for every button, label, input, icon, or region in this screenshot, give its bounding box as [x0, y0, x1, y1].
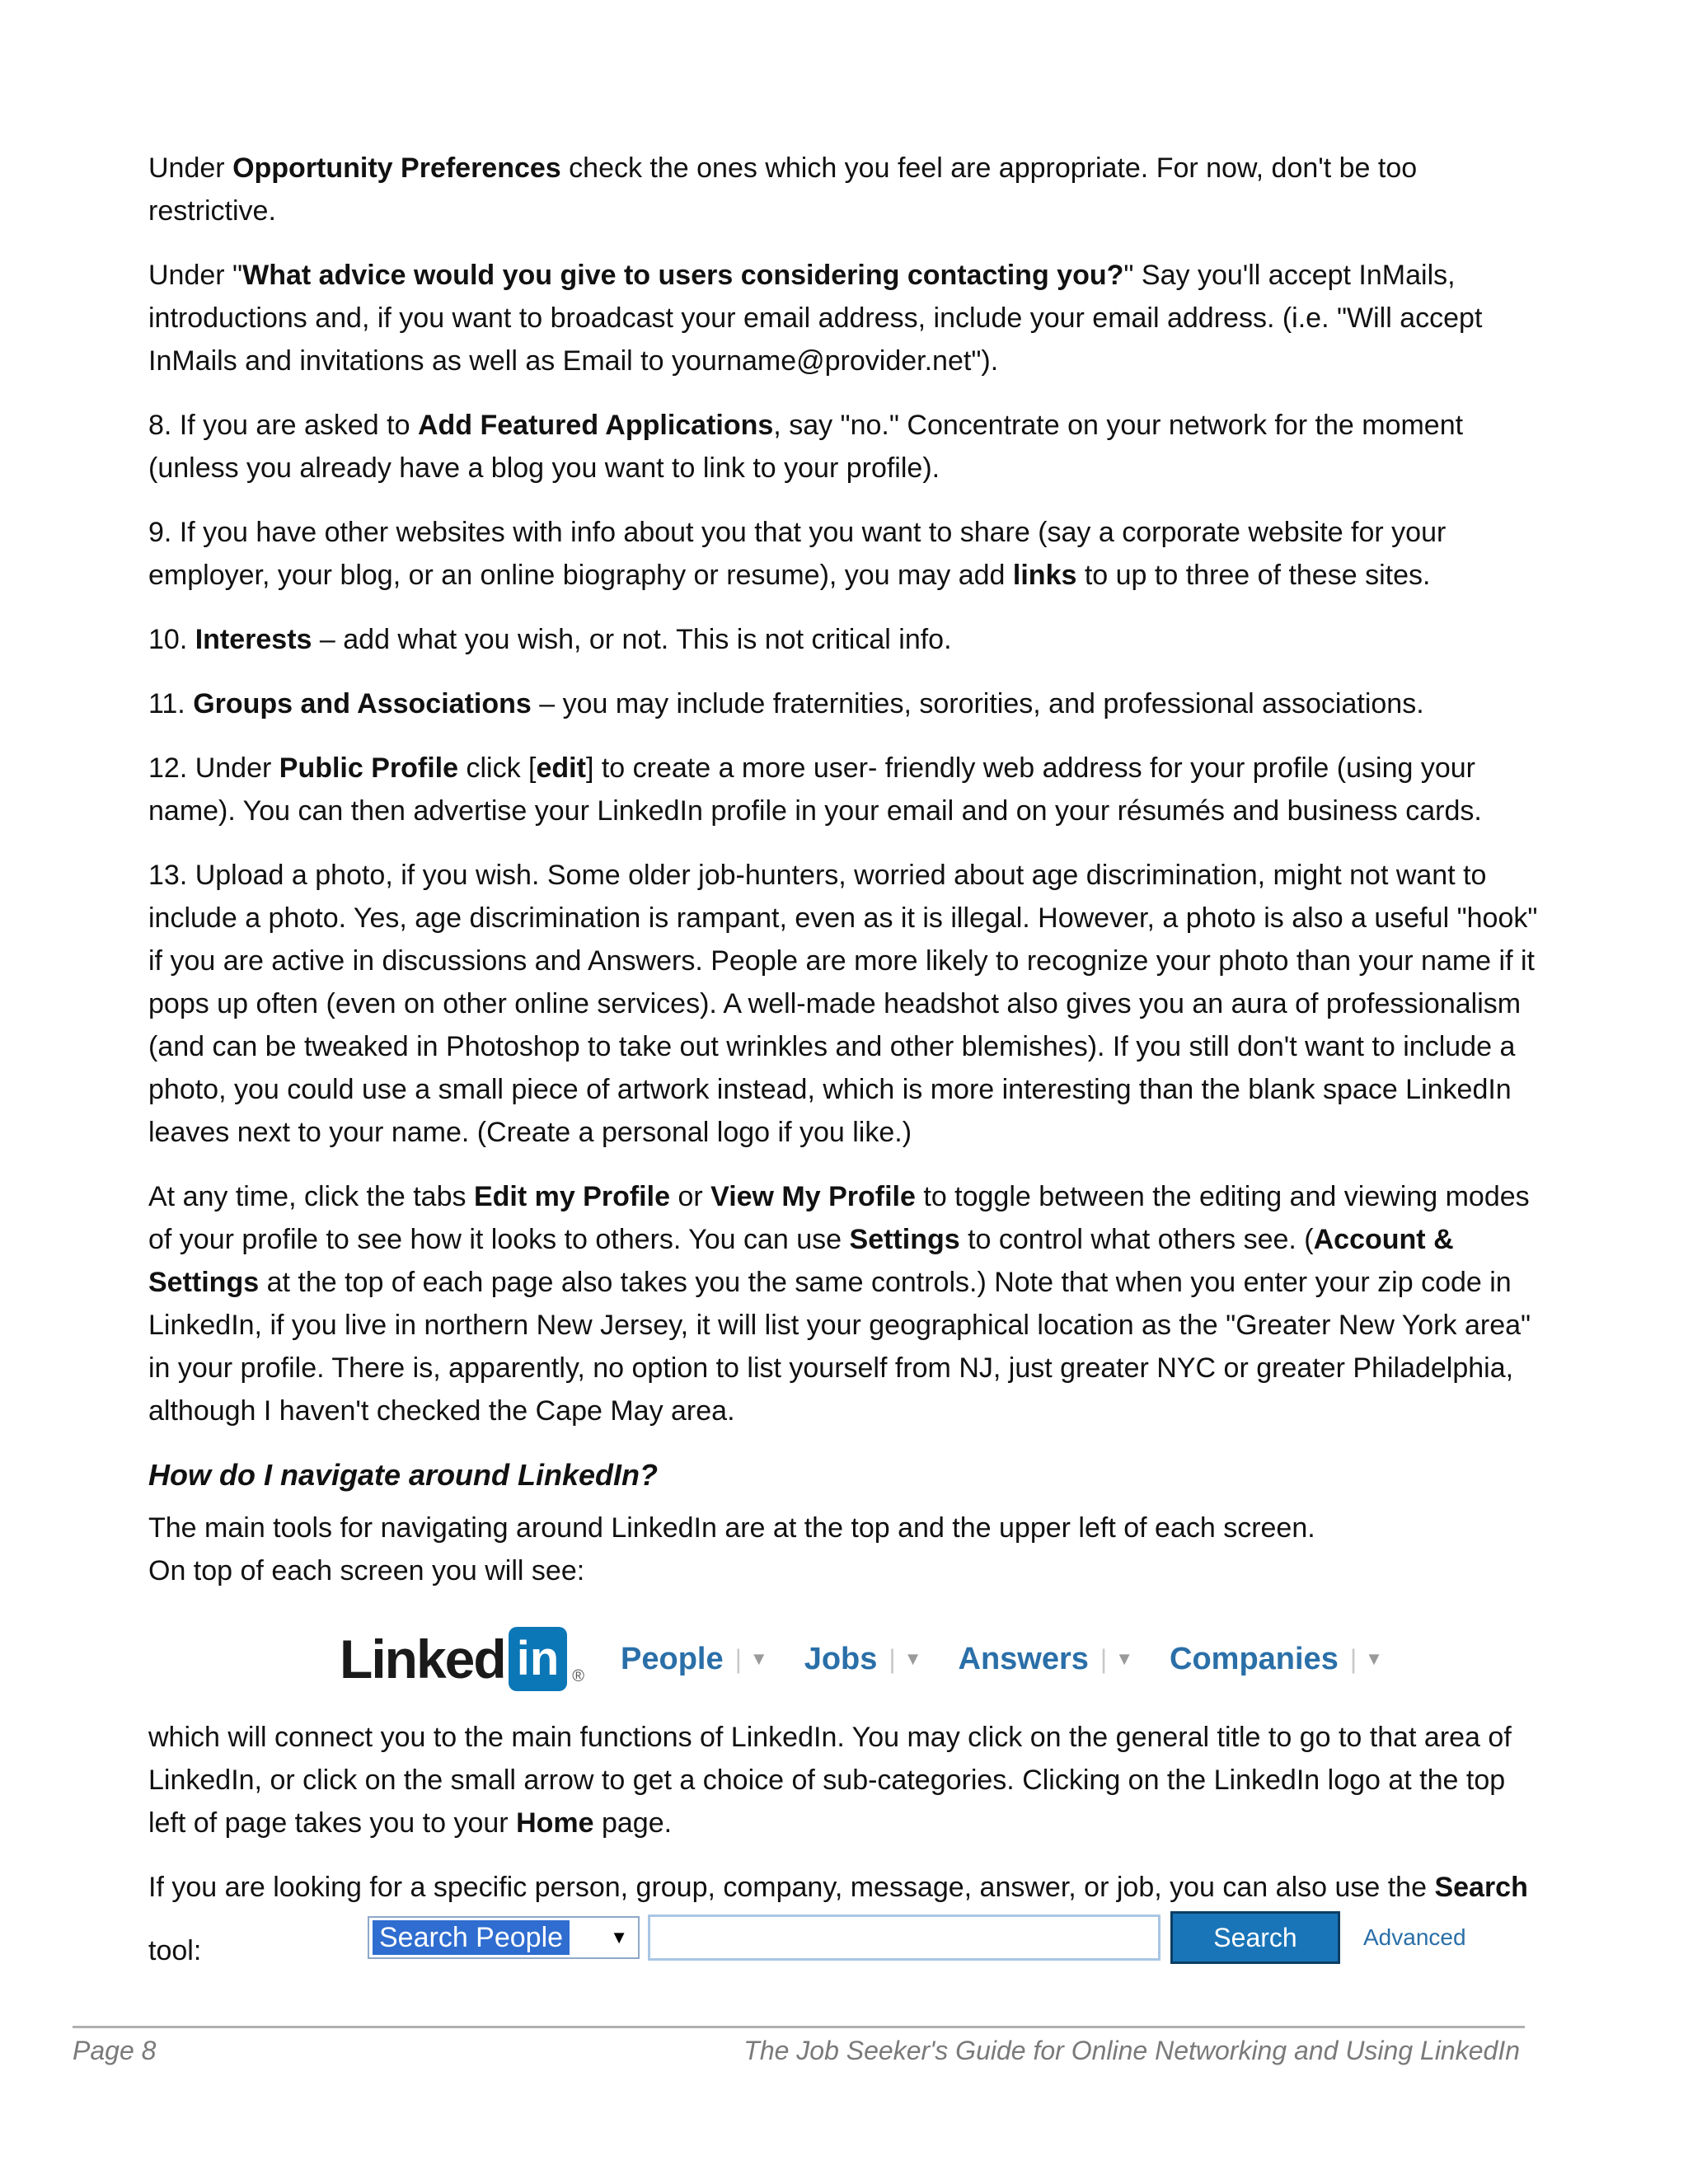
nav-separator: | — [889, 1643, 896, 1674]
paragraph-interests: 10. Interests – add what you wish, or not. This is not critical info. — [148, 624, 952, 655]
search-type-value: Search People — [373, 1920, 570, 1955]
nav-answers[interactable] — [959, 1642, 1134, 1677]
paragraph-main-functions: which will connect you to the main functions of LinkedIn. You may click on the general title to go to that area of LinkedIn, or click on the small arrow to get a choice of sub-categories. Clicking on the LinkedIn logo at the top left of page takes you to your Home page. — [148, 1722, 1512, 1839]
nav-separator: | — [734, 1643, 742, 1674]
chevron-down-icon[interactable]: ▼ — [749, 1648, 768, 1669]
nav-answers-label[interactable]: Answers — [958, 1641, 1089, 1676]
paragraph-advice: Under "What advice would you give to users considering contacting you?" Say you'll accept InMails, introductions and, if you want to broadcast your email address, include your email address. (i.e. "Will accept InMails and invitations as well as Email to yourname@provider.net"). — [148, 260, 1483, 377]
registered-mark: ® — [572, 1667, 584, 1685]
nav-companies-label[interactable]: Companies — [1170, 1641, 1339, 1676]
paragraph-photo: 13. Upload a photo, if you wish. Some older job-hunters, worried about age discrimination, might not want to include a photo. Yes, age discrimination is rampant, even as it is illegal. However, a photo is also a useful "hook" if you are active in discussions and Answers. People are more likely to recognize your photo than your name if it pops up often (even on other online services). A well-made headshot also gives you an aura of professionalism (and can be tweaked in Photoshop to take out wrinkles and other blemishes). If you still don't want to include a photo, you could use a small piece of artwork instead, which is more interesting than the blank space LinkedIn leaves next to your name. (Create a personal logo if you like.) — [148, 860, 1538, 1148]
paragraph-groups: 11. Groups and Associations – you may include fraternities, sororities, and professional associations. — [148, 688, 1424, 719]
footer-page-number: Page 8 — [73, 2036, 157, 2065]
nav-separator: | — [1349, 1643, 1357, 1674]
nav-companies[interactable] — [1170, 1642, 1383, 1677]
nav-separator: | — [1100, 1643, 1108, 1674]
chevron-down-icon[interactable]: ▼ — [1115, 1648, 1133, 1669]
advanced-search-link[interactable]: Advanced — [1363, 1924, 1466, 1950]
footer-document-title: The Job Seeker's Guide for Online Networking and Using LinkedIn — [743, 2036, 1520, 2065]
paragraph-edit-profile: At any time, click the tabs Edit my Profile or View My Profile to toggle between the editing and viewing modes of your profile to see how it looks to others. You can use Settings to control what others see. (Account & Settings at the top of each page also takes you the same controls.) Note that when you enter your zip code in LinkedIn, if you live in northern New Jersey, it will list your geographical location as the "Greater New York area" in your profile. There is, apparently, no option to list yourself from NJ, just greater NYC or greater Philadelphia, although I haven't checked the Cape May area. — [148, 1181, 1531, 1427]
paragraph-public-profile: 12. Under Public Profile click [edit] to create a more user- friendly web address for your profile (using your name). You can then advertise your LinkedIn profile in your email and on your résumés and business cards. — [148, 752, 1482, 827]
linkedin-logo[interactable] — [340, 1627, 584, 1691]
chevron-down-icon[interactable]: ▼ — [1365, 1648, 1383, 1669]
dropdown-arrow-icon[interactable]: ▼ — [610, 1927, 628, 1947]
paragraph-navigation-intro: The main tools for navigating around LinkedIn are at the top and the upper left of each screen. On top of each screen you will see: — [148, 1512, 1315, 1586]
paragraph-links: 9. If you have other websites with info about you that you want to share (say a corporate website for your employer, your blog, or an online biography or resume), you may add links to up to three of these sites. — [148, 517, 1447, 591]
search-tool-label: tool: — [148, 1935, 202, 1966]
footer-divider — [73, 2026, 1525, 2028]
logo-in-box: in — [509, 1627, 568, 1691]
nav-jobs-label[interactable]: Jobs — [804, 1641, 878, 1676]
nav-jobs[interactable] — [804, 1642, 922, 1677]
paragraph-featured-applications: 8. If you are asked to Add Featured Applications, say "no." Concentrate on your network for the moment (unless you already have a blog you want to link to your profile). — [148, 410, 1464, 484]
section-heading: How do I navigate around LinkedIn? — [148, 1458, 659, 1492]
paragraph-opportunity-preferences: Under Opportunity Preferences check the ones which you feel are appropriate. For now, don't be too restrictive. — [148, 152, 1418, 227]
search-input[interactable] — [648, 1915, 1160, 1961]
chevron-down-icon[interactable]: ▼ — [903, 1648, 922, 1669]
search-type-select[interactable] — [368, 1916, 640, 1959]
search-button[interactable]: Search — [1170, 1911, 1340, 1964]
paragraph-search: If you are looking for a specific person, group, company, message, answer, or job, you can also use the Search — [148, 1872, 1528, 1903]
linkedin-search-bar — [368, 1910, 1466, 1965]
nav-people[interactable] — [621, 1642, 768, 1677]
logo-wordmark: Linked — [340, 1629, 505, 1690]
linkedin-nav-bar — [340, 1622, 1419, 1696]
nav-people-label[interactable]: People — [621, 1641, 724, 1676]
